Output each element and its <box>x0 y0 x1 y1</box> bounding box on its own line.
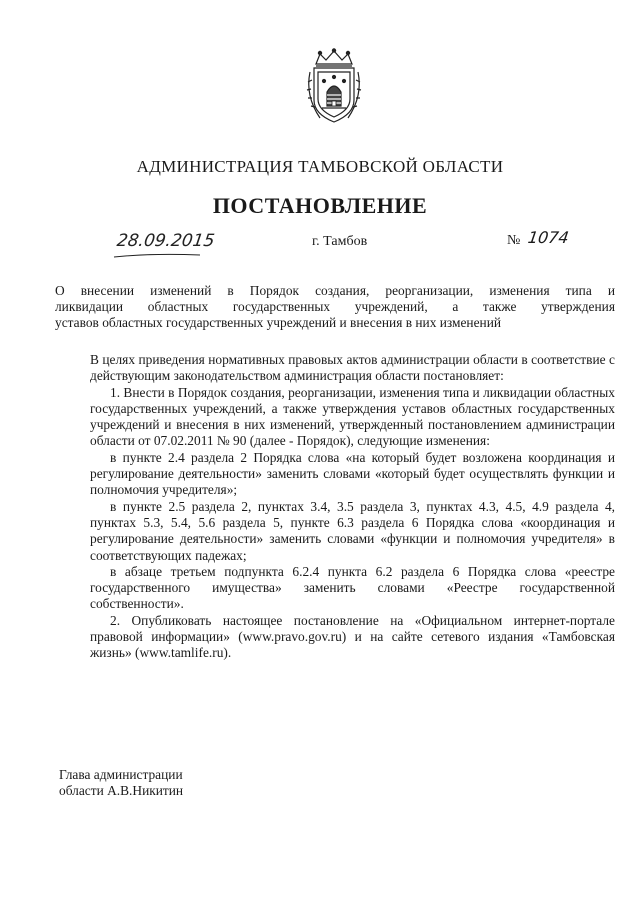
body-paragraph-item-1: 1. Внести в Порядок создания, реорганизации, изменения типа и ликвидации областных государственных учреждений, а также утверждения уставов областных государственных учреждений и внесения в них изменений, утвержденный постановлением администрации области от 07.02.2011 № 90 (далее - Порядок), следующие изменения: <box>90 384 615 449</box>
body-paragraph-item-2: 2. Опубликовать настоящее постановление на «Официальном интернет-портале правовой информации» (www.pravo.gov.ru) и на сайте сетевого издания «Тамбовская жизнь» (www.tamlife.ru). <box>90 612 615 661</box>
subject-line: уставов областных государственных учреждений и внесения в них изменений <box>55 315 502 330</box>
organization-name: АДМИНИСТРАЦИЯ ТАМБОВСКОЙ ОБЛАСТИ <box>136 157 504 176</box>
coat-of-arms-emblem <box>302 48 366 126</box>
document-body <box>90 352 615 662</box>
signature-block <box>59 767 183 799</box>
document-title: ПОСТАНОВЛЕНИЕ <box>212 193 428 218</box>
body-paragraph-change-2-4: в пункте 2.4 раздела 2 Порядка слова «на который будет возложена координация и регулирование деятельности» заменить словами «который будет осуществлять функции и полномочия учредителя»; <box>90 449 615 498</box>
document-number-label: № <box>507 233 521 248</box>
document-subject <box>55 283 615 331</box>
date-underline-stroke <box>112 252 202 260</box>
signature-name: области А.В.Никитин <box>59 783 184 798</box>
body-paragraph-change-2-5: в пункте 2.5 раздела 2, пунктах 3.4, 3.5 раздела 3, пунктах 4.3, 4.5, 4.9 раздела 4, пунктах 5.3, 5.4, 5.6 раздела 5, пункте 6.3 раздела 6 Порядка слова «координация и регулирование деятельности» заменить словами «функции и полномочия учредителя» в соответствующих падежах; <box>90 498 615 563</box>
body-paragraph-change-6-2-4: в абзаце третьем подпункта 6.2.4 пункта 6.2 раздела 6 Порядка слова «реестре государственного имущества» заменить словами «Реестре государственной собственности». <box>90 563 615 612</box>
subject-line: О внесении изменений в Порядок создания, реорганизации, изменения типа и <box>55 283 615 298</box>
subject-line: ликвидации областных государственных учреждений, а также утверждения <box>55 299 615 314</box>
body-paragraph-preamble: В целях приведения нормативных правовых актов администрации области в соответствие с действующим законодательством администрация области постановляет: <box>90 352 615 384</box>
document-date: 28.09.2015 <box>115 231 216 251</box>
document-city: г. Тамбов <box>312 234 368 249</box>
document-number: 1074 <box>526 228 571 247</box>
signature-title: Глава администрации <box>59 767 183 782</box>
